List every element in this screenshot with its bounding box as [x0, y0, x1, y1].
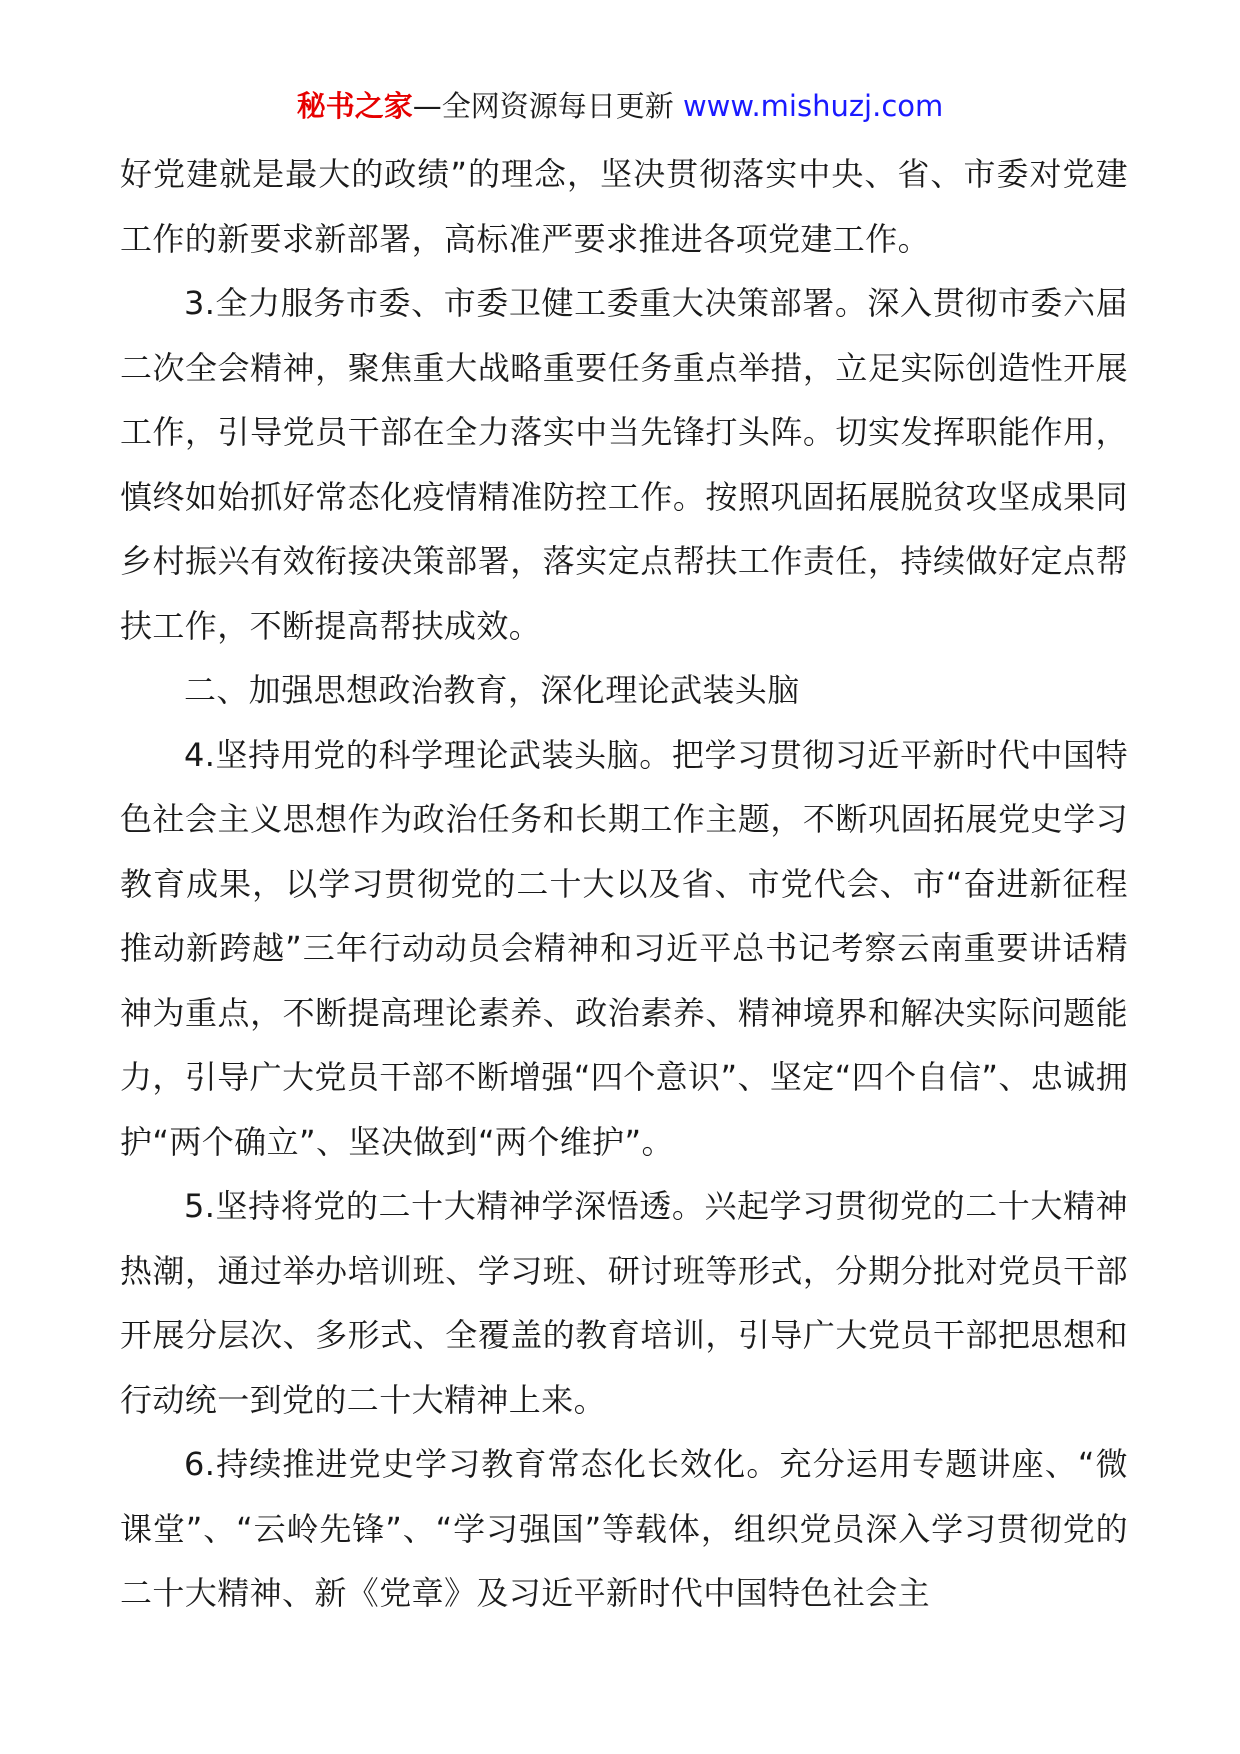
section-heading-2: 二、加强思想政治教育，深化理论武装头脑 — [184, 671, 800, 709]
paragraph-item-4: 4.坚持用党的科学理论武装头脑。把学习贯彻习近平新时代中国特色社会主义思想作为政治任务和长期工作主题，不断巩固拓展党史学习教育成果，以学习贯彻党的二十大以及省、市党代会、市“奋进新征程推动新跨越”三年行动动员会精神和习近平总书记考察云南重要讲话精神为重点，不断提高理论素养、政治素养、精神境界和解决实际问题能力，引导广大党员干部不断增强“四个意识”、坚定“四个自信”、忠诚拥护“两个确立”、坚决做到“两个维护”。 — [120, 735, 1128, 1161]
document-body — [120, 142, 1128, 1626]
site-url-link[interactable]: www.mishuzj.com — [682, 89, 944, 123]
paragraph-item-5: 5.坚持将党的二十大精神学深悟透。兴起学习贯彻党的二十大精神热潮，通过举办培训班、学习班、研讨班等形式，分期分批对党员干部开展分层次、多形式、全覆盖的教育培训，引导广大党员干部把思想和行动统一到党的二十大精神上来。 — [120, 1187, 1128, 1419]
paragraph-continuation: 好党建就是最大的政绩”的理念，坚决贯彻落实中央、省、市委对党建工作的新要求新部署，高标准严要求推进各项党建工作。 — [120, 155, 1128, 258]
site-header — [0, 86, 1240, 126]
paragraph-item-3: 3.全力服务市委、市委卫健工委重大决策部署。深入贯彻市委六届二次全会精神，聚焦重大战略重要任务重点举措，立足实际创造性开展工作，引导党员干部在全力落实中当先锋打头阵。切实发挥职能作用，慎终如始抓好常态化疫情精准防控工作。按照巩固拓展脱贫攻坚成果同乡村振兴有效衔接决策部署，落实定点帮扶工作责任，持续做好定点帮扶工作，不断提高帮扶成效。 — [120, 284, 1128, 645]
site-tagline: —全网资源每日更新 — [412, 89, 683, 123]
paragraph-item-6: 6.持续推进党史学习教育常态化长效化。充分运用专题讲座、“微课堂”、“云岭先锋”、“学习强国”等载体，组织党员深入学习贯彻党的二十大精神、新《党章》及习近平新时代中国特色社会主 — [120, 1445, 1128, 1612]
site-brand: 秘书之家 — [296, 89, 413, 123]
